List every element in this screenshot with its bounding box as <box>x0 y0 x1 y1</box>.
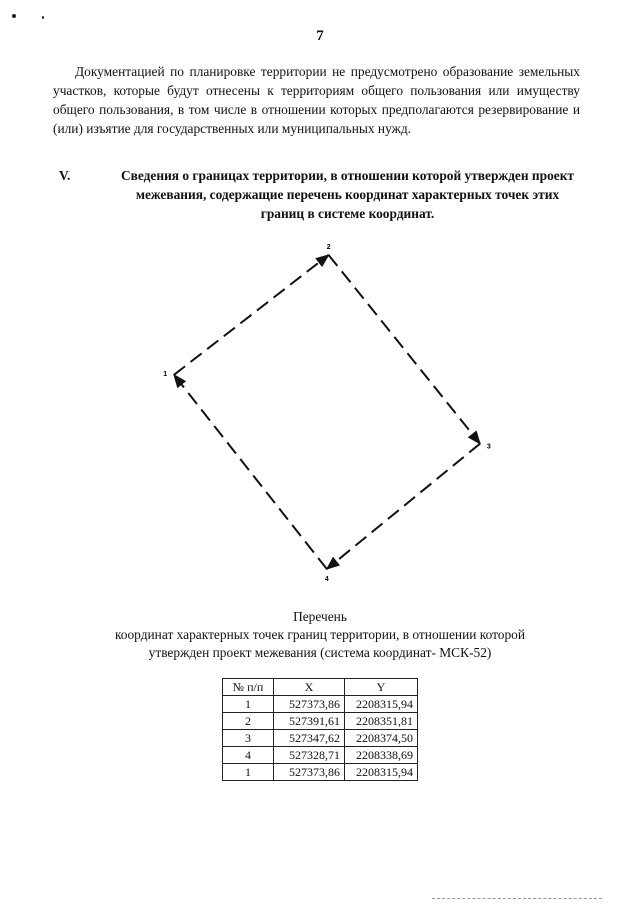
table-cell: 527347,62 <box>274 730 345 747</box>
table-cell: 3 <box>223 730 274 747</box>
section-number: V. <box>59 168 71 183</box>
section-title: Сведения о границах территории, в отношении которой утвержден проект межевания, содержащие перечень координат характерных точек этих границ в системе координат. <box>120 168 575 221</box>
table-cell: 2 <box>223 713 274 730</box>
table-row <box>223 696 418 713</box>
point-label: 4 <box>324 576 329 584</box>
caption-line: координат характерных точек границ территории, в отношении которой <box>114 627 526 642</box>
table-cell: 2208338,69 <box>345 747 418 764</box>
caption-line: Перечень <box>293 609 347 624</box>
boundary-segment <box>174 375 327 569</box>
caption-line: утвержден проект межевания (система координат- МСК-52) <box>148 645 492 660</box>
table-cell: 527373,86 <box>274 764 345 781</box>
point-label: 1 <box>163 370 168 378</box>
table-cell: 527373,86 <box>274 696 345 713</box>
table-header-row <box>223 679 418 696</box>
boundary-segment <box>174 255 329 375</box>
point-label: 3 <box>486 443 491 451</box>
page-number: 7 <box>316 28 324 44</box>
boundary-segment <box>329 255 480 444</box>
table-cell: 2208374,50 <box>345 730 418 747</box>
point-label: 2 <box>326 243 331 251</box>
coordinates-table <box>222 678 418 781</box>
table-cell: 2208315,94 <box>345 764 418 781</box>
table-cell: 527391,61 <box>274 713 345 730</box>
table-cell: 1 <box>223 696 274 713</box>
column-header: № п/п <box>223 679 274 696</box>
boundary-segment <box>327 444 480 569</box>
table-caption <box>60 608 580 662</box>
table-cell: 527328,71 <box>274 747 345 764</box>
column-header: X <box>274 679 345 696</box>
footer-divider <box>432 898 602 899</box>
table-row <box>223 713 418 730</box>
table-row <box>223 730 418 747</box>
intro-paragraph: Документацией по планировке территории не предусмотрено образование земельных участков, которые будут отнесены к территориям общего пользования или имуществу общего пользования, в том числе в отношении которых предполагаются резервирование и (или) изъятие для государственных или муниципальных нужд. <box>53 64 580 136</box>
table-row <box>223 747 418 764</box>
table-row <box>223 764 418 781</box>
column-header: Y <box>345 679 418 696</box>
table-cell: 2208315,94 <box>345 696 418 713</box>
table-cell: 2208351,81 <box>345 713 418 730</box>
table-cell: 1 <box>223 764 274 781</box>
table-cell: 4 <box>223 747 274 764</box>
